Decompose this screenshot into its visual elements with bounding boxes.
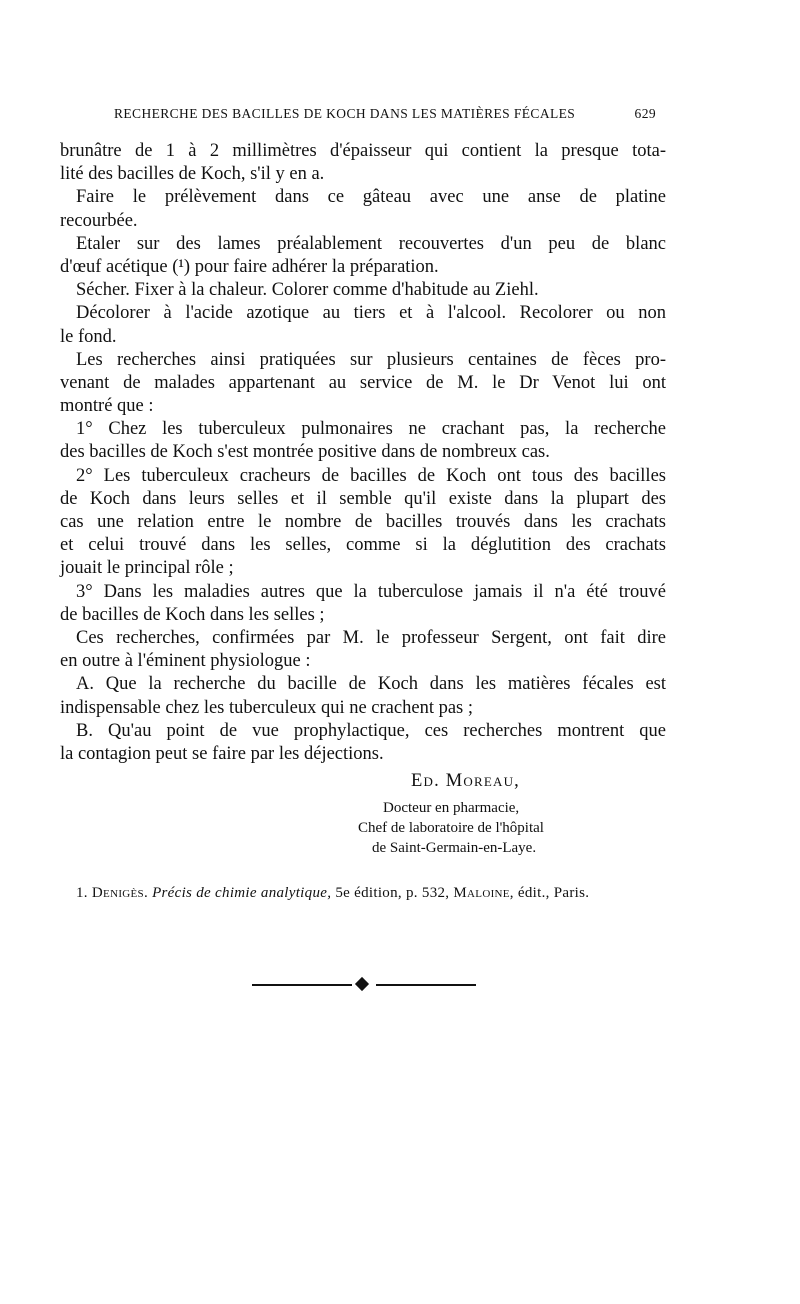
body-line: d'œuf acétique (¹) pour faire adhérer la préparation. xyxy=(60,256,439,277)
footnote xyxy=(76,885,666,902)
footnote-number: 1. xyxy=(76,885,88,901)
body-line: montré que : xyxy=(60,396,154,417)
body-line: Les recherches ainsi pratiquées sur plusieurs centaines de fèces pro- xyxy=(76,349,666,370)
body-line: lité des bacilles de Koch, s'il y en a. xyxy=(60,164,325,185)
footnote-rest: édit., Paris. xyxy=(517,885,590,901)
body-line: 2° Les tuberculeux cracheurs de bacilles de Koch ont tous des bacilles xyxy=(76,465,666,486)
end-ornament xyxy=(252,977,476,993)
body-line: venant de malades appartenant au service de M. le Dr Venot lui ont xyxy=(60,372,666,393)
body-line: de bacilles de Koch dans les selles ; xyxy=(60,604,325,625)
body-line: A. Que la recherche du bacille de Koch dans les matières fécales est xyxy=(76,674,666,695)
body-line: la contagion peut se faire par les déjections. xyxy=(60,743,384,764)
footnote-details: 5e édition, p. 532, xyxy=(335,885,450,901)
signature-title-1: Docteur en pharmacie, xyxy=(383,800,520,816)
body-line: des bacilles de Koch s'est montrée positive dans de nombreux cas. xyxy=(60,442,550,463)
page-number: 629 xyxy=(634,106,656,121)
body-line: Décolorer à l'acide azotique au tiers et à l'alcool. Recolorer ou non xyxy=(76,303,666,324)
signature-name: Ed. Moreau, xyxy=(411,771,520,791)
footnote-publisher: Maloine, xyxy=(453,885,514,901)
body-line: 3° Dans les maladies autres que la tuberculose jamais il n'a été trouvé xyxy=(76,581,666,602)
body-line: Ces recherches, confirmées par M. le professeur Sergent, ont fait dire xyxy=(76,627,666,648)
running-title: RECHERCHE DES BACILLES DE KOCH DANS LES MATIÈRES FÉCALES xyxy=(114,106,576,121)
signature-title-3: de Saint-Germain-en-Laye. xyxy=(372,840,537,856)
ornament-rule-left xyxy=(252,984,352,986)
footnote-work: Précis de chimie analytique, xyxy=(152,885,332,901)
body-line: indispensable chez les tuberculeux qui ne crachent pas ; xyxy=(60,697,474,718)
body-line: et celui trouvé dans les selles, comme si la déglutition des crachats xyxy=(60,535,666,556)
body-line: Etaler sur des lames préalablement recouvertes d'un peu de blanc xyxy=(76,233,666,254)
body-text xyxy=(60,140,666,766)
body-line: cas une relation entre le nombre de bacilles trouvés dans les crachats xyxy=(60,512,666,532)
body-line: recourbée. xyxy=(60,210,138,231)
diamond-icon xyxy=(355,977,369,991)
body-line: Faire le prélèvement dans ce gâteau avec une anse de platine xyxy=(76,187,666,208)
ornament-rule-right xyxy=(376,984,476,986)
running-head xyxy=(60,106,656,128)
body-line: B. Qu'au point de vue prophylactique, ces recherches montrent que xyxy=(76,720,666,741)
body-line: brunâtre de 1 à 2 millimètres d'épaisseur qui contient la presque tota- xyxy=(60,141,666,161)
footnote-author: Denigès. xyxy=(91,885,149,901)
body-line: en outre à l'éminent physiologue : xyxy=(60,651,311,672)
signature-title-2: Chef de laboratoire de l'hôpital xyxy=(358,820,544,836)
body-line: Sécher. Fixer à la chaleur. Colorer comme d'habitude au Ziehl. xyxy=(76,280,539,301)
body-line: jouait le principal rôle ; xyxy=(60,558,234,579)
body-line: de Koch dans leurs selles et il semble qu'il existe dans la plupart des xyxy=(60,488,666,509)
body-line: le fond. xyxy=(60,326,117,347)
body-line: 1° Chez les tuberculeux pulmonaires ne crachant pas, la recherche xyxy=(76,419,666,440)
